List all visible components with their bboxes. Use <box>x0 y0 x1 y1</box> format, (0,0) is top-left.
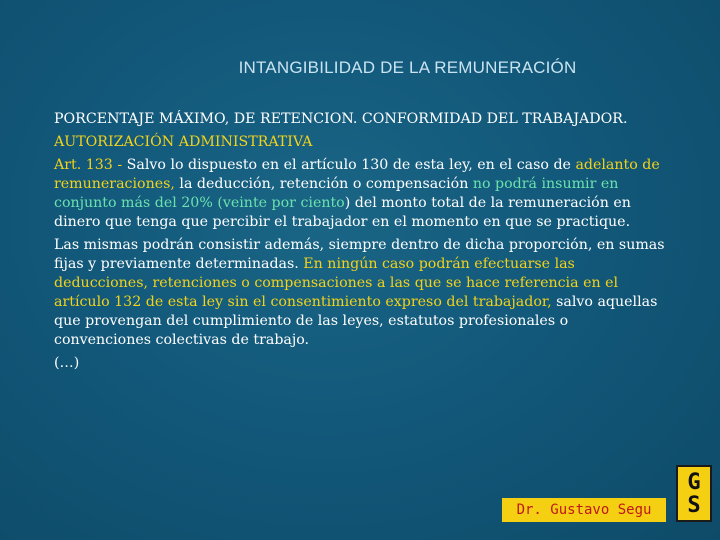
article-dash: - <box>112 157 127 173</box>
logo-letter-s: S <box>687 492 701 518</box>
text-segment: salvo aquellas que provengan del cumplimiento de las leyes, estatutos profesionales o convenciones colectivas de trabajo. <box>54 294 658 348</box>
article-paragraph <box>54 156 666 232</box>
logo-letter-g: G <box>687 469 701 495</box>
author-logo: Dr. Gustavo Segu <box>502 498 666 522</box>
ellipsis: (…) <box>54 355 80 371</box>
highlight-green: no podrá insumir en conjunto más del 20% (veinte por ciento <box>54 176 619 211</box>
second-paragraph <box>54 236 666 350</box>
highlight-yellow: En ningún caso podrán efectuarse las deducciones, retenciones o compensaciones a las que se hace referencia en el artículo 132 de esta ley sin el consentimiento expreso del trabajador, <box>54 256 619 310</box>
highlight-yellow: adelanto de remuneraciones, <box>54 157 660 192</box>
text-segment: ) del monto total de la remuneración en dinero que tenga que percibir el trabajador en el momento en que se practique. <box>54 195 631 230</box>
slide-title: INTANGIBILIDAD DE LA REMUNERACIÓN <box>238 58 577 77</box>
text-segment: Salvo lo dispuesto en el artículo 130 de esta ley, en el caso de <box>126 157 576 173</box>
text-segment: la deducción, retención o compensación <box>174 176 473 192</box>
heading-authorization: AUTORIZACIÓN ADMINISTRATIVA <box>54 134 313 150</box>
text-segment: Las mismas podrán consistir además, siempre dentro de dicha proporción, en sumas fijas y previamente determinadas. <box>54 237 665 272</box>
slide-content <box>54 110 666 377</box>
gs-logo <box>676 465 712 522</box>
heading-percentage: PORCENTAJE MÁXIMO, DE RETENCION. CONFORMIDAD DEL TRABAJADOR. <box>54 111 628 127</box>
article-number: Art. 133 <box>54 157 113 173</box>
